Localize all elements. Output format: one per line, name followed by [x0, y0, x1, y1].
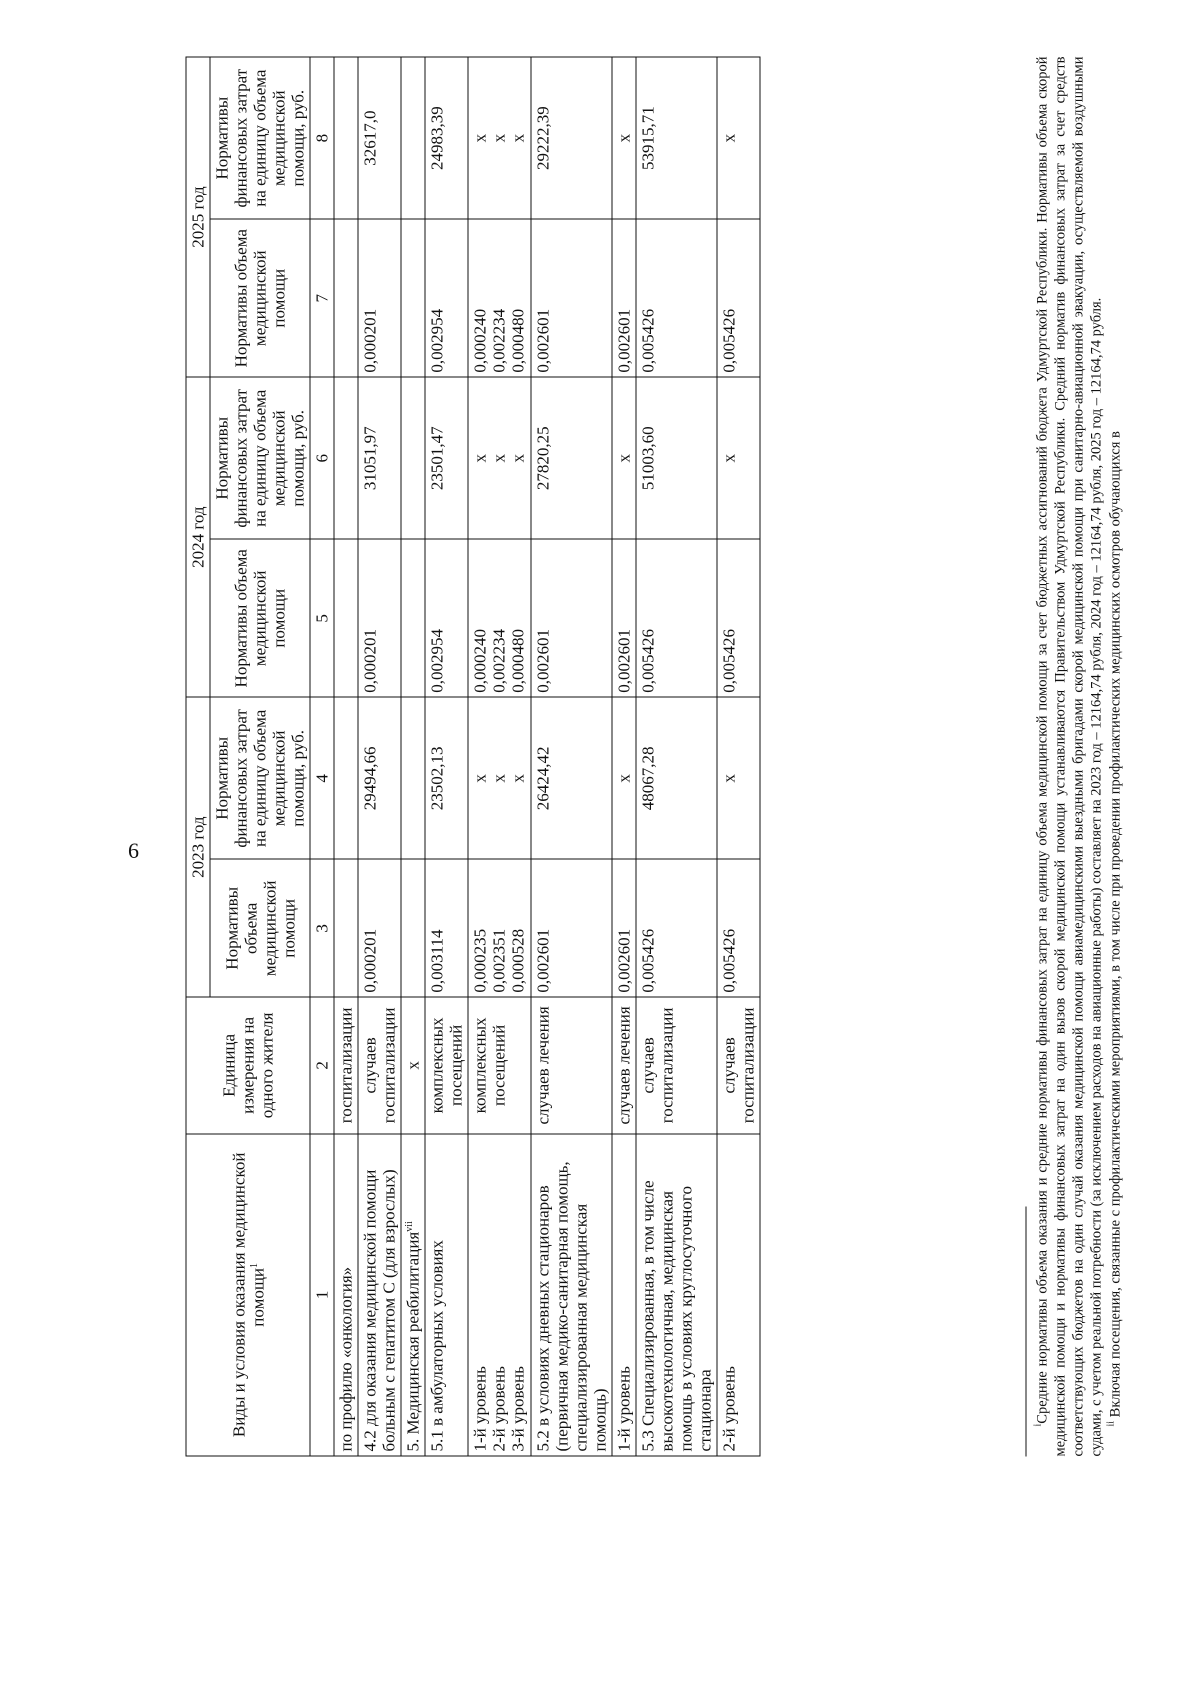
table-cell-kind: 5. Медицинская реабилитация$^{vii}$: [401, 1134, 425, 1456]
column-number: 8: [310, 57, 334, 219]
header-volume-2024: Нормативы объема медицинской помощи: [210, 539, 310, 697]
table-row: [358, 57, 401, 1456]
column-number: 3: [310, 859, 334, 997]
table-cell-cost-2025: [401, 57, 425, 219]
header-unit: Единица измерения на одного жителя: [186, 997, 310, 1134]
table-cell-cost-2023: [401, 697, 425, 859]
table-cell-cost-2025: 29222,39: [531, 57, 612, 219]
column-number: 7: [310, 219, 334, 377]
page-number: 6: [128, 838, 139, 863]
table-cell-volume-2025: [334, 219, 358, 377]
table-cell-cost-2023: x: [717, 697, 760, 859]
footnote-rule: [1026, 1207, 1027, 1457]
table-cell-volume-2024: [401, 539, 425, 697]
table-cell-kind: 2-й уровень: [717, 1134, 760, 1456]
column-number: 1: [310, 1134, 334, 1456]
table-cell-cost-2024: 31051,97: [358, 377, 401, 539]
table-cell-volume-2023: [334, 859, 358, 997]
table-cell-kind: 1-й уровень 2-й уровень 3-й уровень: [468, 1134, 530, 1456]
table-row: [468, 57, 530, 1456]
rotated-page-content: [1, 0, 1200, 1697]
header-cost-2025: Нормативы финансовых затрат на единицу объема медицинской помощи, руб.: [210, 57, 310, 219]
header-year-2024: 2024 год: [186, 377, 210, 697]
table-cell-kind: 5.1 в амбулаторных условиях: [425, 1134, 468, 1456]
table-cell-cost-2024: [334, 377, 358, 539]
column-number: 4: [310, 697, 334, 859]
table-cell-cost-2023: 23502,13: [425, 697, 468, 859]
table-cell-cost-2025: x: [612, 57, 636, 219]
table-cell-cost-2023: 29494,66: [358, 697, 401, 859]
table-row: [636, 57, 717, 1456]
table-cell-cost-2023: [334, 697, 358, 859]
table-cell-kind: по профилю «онкология»: [334, 1134, 358, 1456]
table-cell-unit: x: [401, 997, 425, 1134]
column-number: 2: [310, 997, 334, 1134]
column-number-row: [310, 57, 334, 1456]
table-cell-volume-2024: 0,005426: [717, 539, 760, 697]
footnote-2: $^{ii}$ Включая посещения, связанные с профилактическими мероприятиями, в том числе при проведении профилактических медицинских осмотров обучающихся в: [1105, 431, 1124, 1427]
table-cell-volume-2024: 0,002601: [531, 539, 612, 697]
table-cell-unit: случаев госпитализации: [636, 997, 717, 1134]
table-cell-volume-2025: 0,005426: [636, 219, 717, 377]
header-cost-2023: Нормативы финансовых затрат на единицу объема медицинской помощи, руб.: [210, 697, 310, 859]
table-cell-unit: случаев лечения: [531, 997, 612, 1134]
table-cell-volume-2023: [401, 859, 425, 997]
table-cell-cost-2024: [401, 377, 425, 539]
column-number: 5: [310, 539, 334, 697]
table-cell-cost-2025: 32617,0: [358, 57, 401, 219]
table-row: [717, 57, 760, 1456]
table-cell-unit: случаев госпитализации: [358, 997, 401, 1134]
table-cell-volume-2024: [334, 539, 358, 697]
table-cell-cost-2024: x x x: [468, 377, 530, 539]
table-cell-unit: случаев госпитализации: [717, 997, 760, 1134]
table-cell-kind: 5.2 в условиях дневных стационаров (первичная медико-санитарная помощь, специализированная медицинская помощь): [531, 1134, 612, 1456]
header-cost-2024: Нормативы финансовых затрат на единицу объема медицинской помощи, руб.: [210, 377, 310, 539]
table-cell-cost-2025: x x x: [468, 57, 530, 219]
table-cell-volume-2025: 0,000240 0,002234 0,000480: [468, 219, 530, 377]
table-cell-cost-2023: x x x: [468, 697, 530, 859]
footnotes: [1033, 57, 1125, 1457]
table-cell-volume-2025: 0,002601: [531, 219, 612, 377]
norms-table: [186, 57, 761, 1457]
table-body: [334, 57, 760, 1456]
table-cell-unit: комплексных посещений: [425, 997, 468, 1134]
table-cell-volume-2024: 0,000201: [358, 539, 401, 697]
table-cell-unit: комплексных посещений: [468, 997, 530, 1134]
table-row: [334, 57, 358, 1456]
table-cell-unit: случаев лечения: [612, 997, 636, 1134]
column-number: 6: [310, 377, 334, 539]
table-cell-cost-2024: x: [717, 377, 760, 539]
table-cell-volume-2023: 0,002601: [531, 859, 612, 997]
table-cell-kind: 1-й уровень: [612, 1134, 636, 1456]
table-row: [612, 57, 636, 1456]
table-cell-volume-2023: 0,003114: [425, 859, 468, 997]
table-row: [531, 57, 612, 1456]
table-cell-cost-2025: 24983,39: [425, 57, 468, 219]
table-cell-cost-2025: 53915,71: [636, 57, 717, 219]
table-cell-volume-2023: 0,002601: [612, 859, 636, 997]
table-cell-volume-2025: 0,002954: [425, 219, 468, 377]
table-cell-volume-2024: 0,002601: [612, 539, 636, 697]
table-cell-volume-2023: 0,005426: [717, 859, 760, 997]
table-cell-volume-2023: 0,000235 0,002351 0,000528: [468, 859, 530, 997]
table-cell-volume-2023: 0,005426: [636, 859, 717, 997]
table-cell-volume-2025: 0,005426: [717, 219, 760, 377]
table-cell-cost-2025: x: [717, 57, 760, 219]
table-row: [401, 57, 425, 1456]
header-volume-2025: Нормативы объема медицинской помощи: [210, 219, 310, 377]
header-year-2025: 2025 год: [186, 57, 210, 377]
table-cell-volume-2023: 0,000201: [358, 859, 401, 997]
table-cell-kind: 4.2 для оказания медицинской помощи больным с гепатитом С (для взрослых): [358, 1134, 401, 1456]
table-cell-cost-2023: 26424,42: [531, 697, 612, 859]
table-cell-cost-2024: 23501,47: [425, 377, 468, 539]
table-cell-volume-2024: 0,002954: [425, 539, 468, 697]
header-kinds: Виды и условия оказания медицинской помощи$^1$: [186, 1134, 310, 1456]
header-row-years: [186, 57, 210, 1456]
table-cell-unit: госпитализации: [334, 997, 358, 1134]
table-cell-volume-2024: 0,005426: [636, 539, 717, 697]
table-cell-volume-2025: 0,002601: [612, 219, 636, 377]
table-row: [425, 57, 468, 1456]
table-cell-cost-2025: [334, 57, 358, 219]
footnote-1: $^i$Средние нормативы объема оказания и средние нормативы финансовых затрат на единицу объема медицинской помощи за счет бюджетных ассигнований бюджета Удмуртской Республики. Нормативы объема скорой медицинской помощи и нормативы финансовых затрат на один вызов скорой медицинской помощи устанавливаются Правительством Удмуртской Республики. Средний норматив финансовых затрат за счет средств соответствующих бюджетов на один случай оказания медицинской помощи авиамедицинскими выездными бригадами скорой медицинской помощи при санитарно-авиационной эвакуации, осуществляемой воздушными судами, с учетом реальной потребности (за исключением расходов на авиационные работы) составляет на 2023 год – 12164,74 рубля, 2024 год – 12164,74 рубля, 2025 год – 12164,74 рубля.: [1032, 56, 1105, 1457]
table-cell-cost-2023: 48067,28: [636, 697, 717, 859]
table-cell-kind: 5.3 Специализированная, в том числе высокотехнологичная, медицинская помощь в условиях круглосуточного стационара: [636, 1134, 717, 1456]
table-cell-volume-2025: 0,000201: [358, 219, 401, 377]
header-year-2023: 2023 год: [186, 697, 210, 997]
table-cell-cost-2024: 51003,60: [636, 377, 717, 539]
table-cell-volume-2024: 0,000240 0,002234 0,000480: [468, 539, 530, 697]
table-cell-cost-2024: x: [612, 377, 636, 539]
table-cell-volume-2025: [401, 219, 425, 377]
table-cell-cost-2023: x: [612, 697, 636, 859]
table-cell-cost-2024: 27820,25: [531, 377, 612, 539]
header-volume-2023: Нормативы объема медицинской помощи: [210, 859, 310, 997]
